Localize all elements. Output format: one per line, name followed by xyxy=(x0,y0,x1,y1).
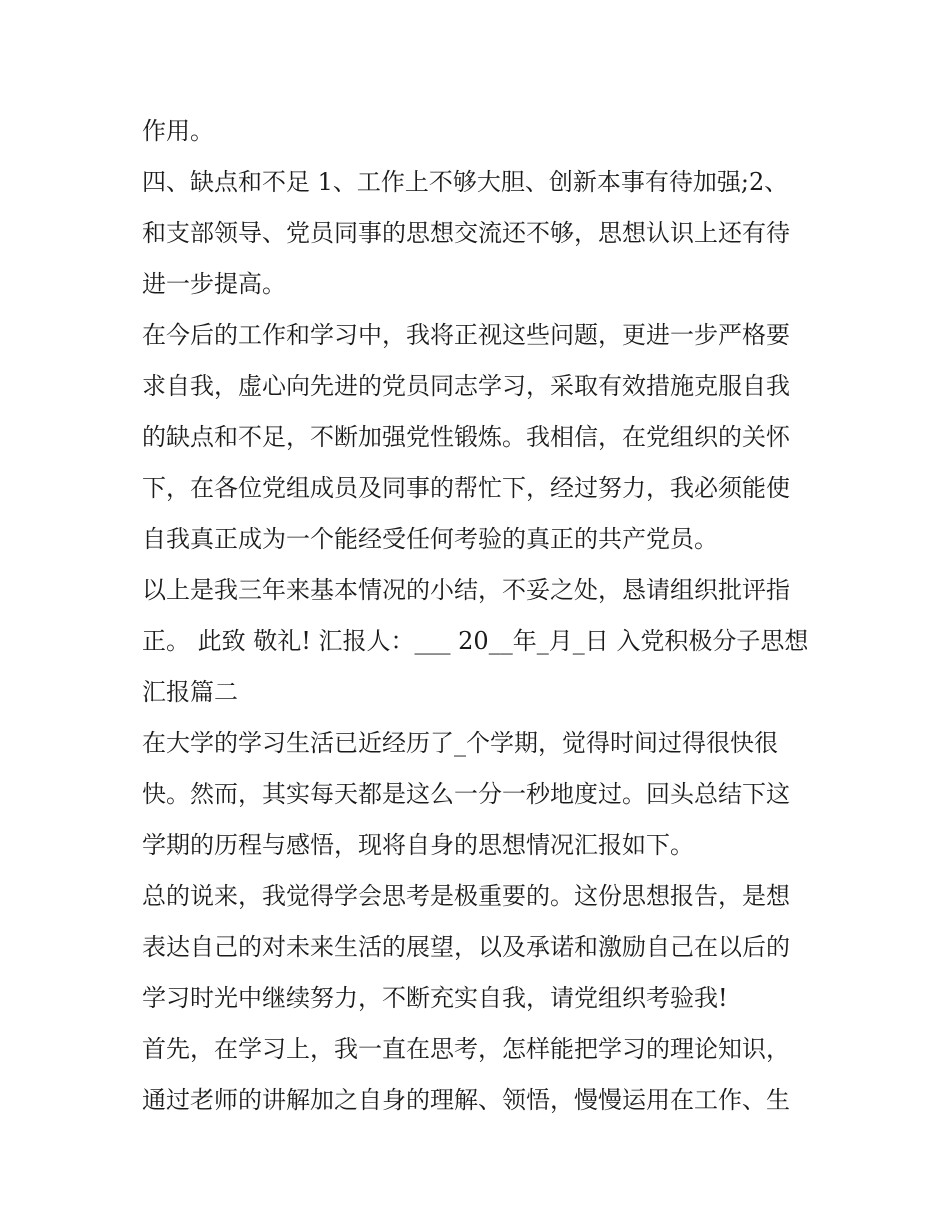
text-line-13: 在大学的学习生活已近经历了_个学期，觉得时间过得很快很 xyxy=(142,729,778,757)
text-line-1: 作用。 xyxy=(142,117,214,145)
text-line-6: 求自我，虚心向先进的党员同志学习，采取有效措施克服自我 xyxy=(142,372,790,400)
text-line-11: 正。 此致 敬礼! 汇报人：___ 20__年_月_日 入党积极分子思想 xyxy=(142,627,809,655)
text-line-2: 四、缺点和不足 1、工作上不够大胆、创新本事有待加强;2、 xyxy=(142,168,789,196)
text-line-8: 下，在各位党组成员及同事的帮忙下，经过努力，我必须能使 xyxy=(142,474,790,502)
text-line-4: 进一步提高。 xyxy=(142,270,286,298)
text-line-5: 在今后的工作和学习中，我将正视这些问题，更进一步严格要 xyxy=(142,321,790,349)
text-line-12: 汇报篇二 xyxy=(142,678,238,706)
text-line-14: 快。然而，其实每天都是这么一分一秒地度过。回头总结下这 xyxy=(142,780,790,808)
text-line-17: 表达自己的对未来生活的展望，以及承诺和激励自己在以后的 xyxy=(142,933,790,961)
document-body xyxy=(142,106,817,1126)
text-line-20: 通过老师的讲解加之自身的理解、领悟，慢慢运用在工作、生 xyxy=(142,1086,790,1114)
text-line-10: 以上是我三年来基本情况的小结，不妥之处，恳请组织批评指 xyxy=(142,576,790,604)
text-line-19: 首先，在学习上，我一直在思考，怎样能把学习的理论知识， xyxy=(142,1035,790,1063)
text-line-18: 学习时光中继续努力，不断充实自我，请党组织考验我! xyxy=(142,984,728,1012)
text-line-16: 总的说来，我觉得学会思考是极重要的。这份思想报告，是想 xyxy=(142,882,790,910)
text-line-3: 和支部领导、党员同事的思想交流还不够，思想认识上还有待 xyxy=(142,219,790,247)
text-line-7: 的缺点和不足，不断加强党性锻炼。我相信，在党组织的关怀 xyxy=(142,423,790,451)
text-line-15: 学期的历程与感悟，现将自身的思想情况汇报如下。 xyxy=(142,831,694,859)
text-line-9: 自我真正成为一个能经受任何考验的真正的共产党员。 xyxy=(142,525,718,553)
